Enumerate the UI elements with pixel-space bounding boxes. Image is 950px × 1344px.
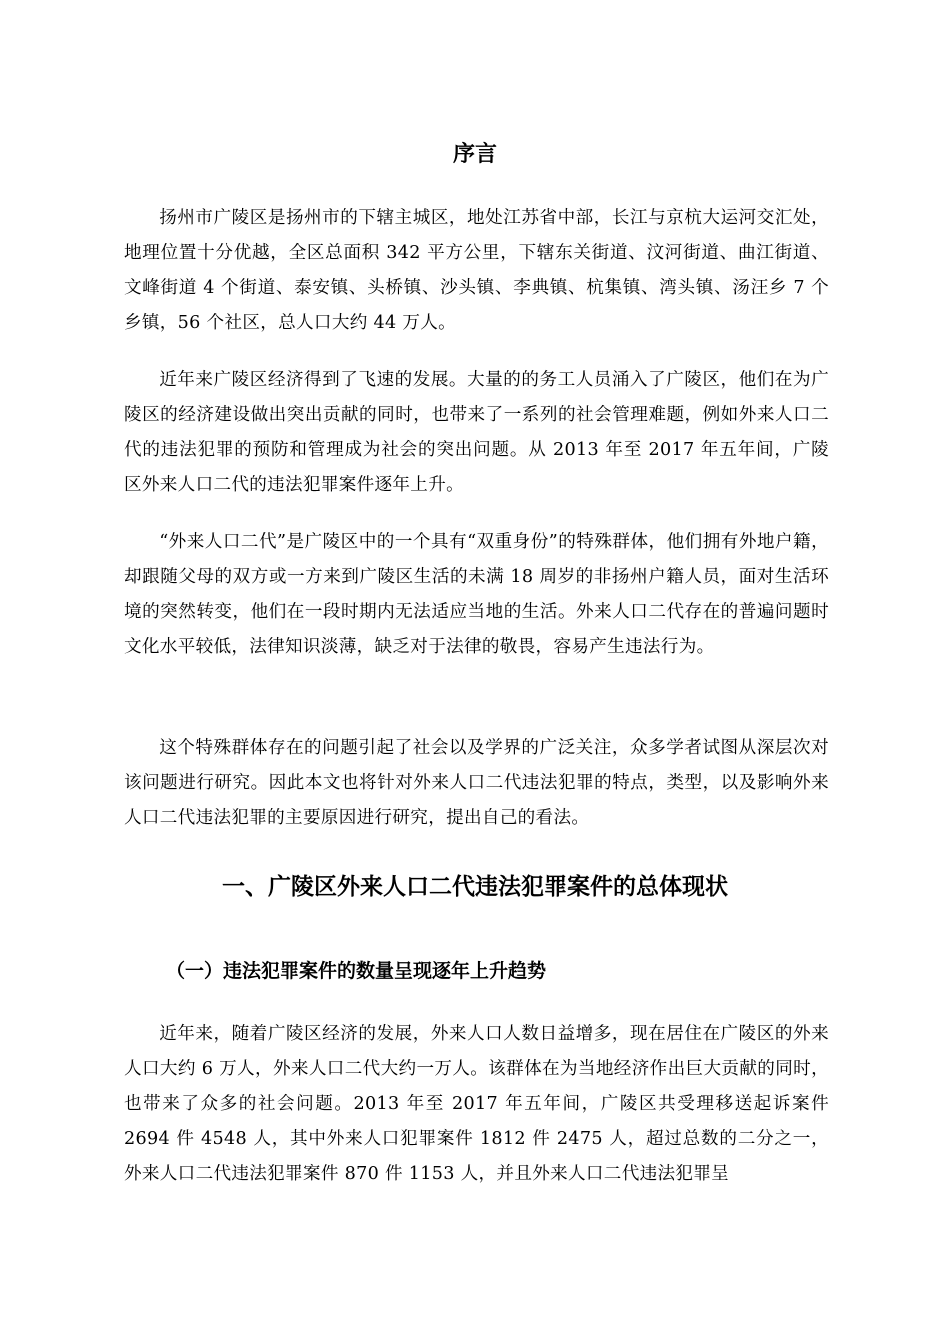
preface-paragraph-3: “外来人口二代”是广陵区中的一个具有“双重身份”的特殊群体，他们拥有外地户籍，却跟随父母的双方或一方来到广陵区生活的未满 18 周岁的非扬州户籍人员，面对生活环境的突然转变，他们在一段时期内无法适应当地的生活。外来人口二代存在的普遍问题时文化水平较低，法律知识淡薄，缺乏对于法律的敬畏，容易产生违法行为。 [124,532,829,657]
preface-title: 序言 [452,142,497,167]
preface-paragraph-2: 近年来广陵区经济得到了飞速的发展。大量的的务工人员涌入了广陵区，他们在为广陵区的经济建设做出突出贡献的同时，也带来了一系列的社会管理难题，例如外来人口二代的违法犯罪的预防和管理成为社会的突出问题。从 2013 年至 2017 年五年间，广陵区外来人口二代的违法犯罪案件逐年上升。 [124,370,829,495]
section-paragraph: 近年来，随着广陵区经济的发展，外来人口人数日益增多，现在居住在广陵区的外来人口大约 6 万人，外来人口二代大约一万人。该群体在为当地经济作出巨大贡献的同时，也带来了众多的社会问题。2013 年至 2017 年五年间，广陵区共受理移送起诉案件 2694 件 4548 人，其中外来人口犯罪案件 1812 件 2475 人，超过总数的二分之一，外来人口二代违法犯罪案件 870 件 1153 人，并且外来人口二代违法犯罪呈 [124,1024,829,1184]
section-title: 一、广陵区外来人口二代违法犯罪案件的总体现状 [222,874,728,900]
preface-paragraph-1: 扬州市广陵区是扬州市的下辖主城区，地处江苏省中部，长江与京杭大运河交汇处，地理位置十分优越，全区总面积 342 平方公里，下辖东关街道、汶河街道、曲江街道、文峰街道 4 个街道、泰安镇、头桥镇、沙头镇、李典镇、杭集镇、湾头镇、汤汪乡 7 个乡镇，56 个社区，总人口大约 44 万人。 [124,208,829,333]
subsection-title: （一）违法犯罪案件的数量呈现逐年上升趋势 [166,960,547,982]
preface-paragraph-4: 这个特殊群体存在的问题引起了社会以及学界的广泛关注，众多学者试图从深层次对该问题进行研究。因此本文也将针对外来人口二代违法犯罪的特点，类型，以及影响外来人口二代违法犯罪的主要原因进行研究，提出自己的看法。 [124,738,829,828]
